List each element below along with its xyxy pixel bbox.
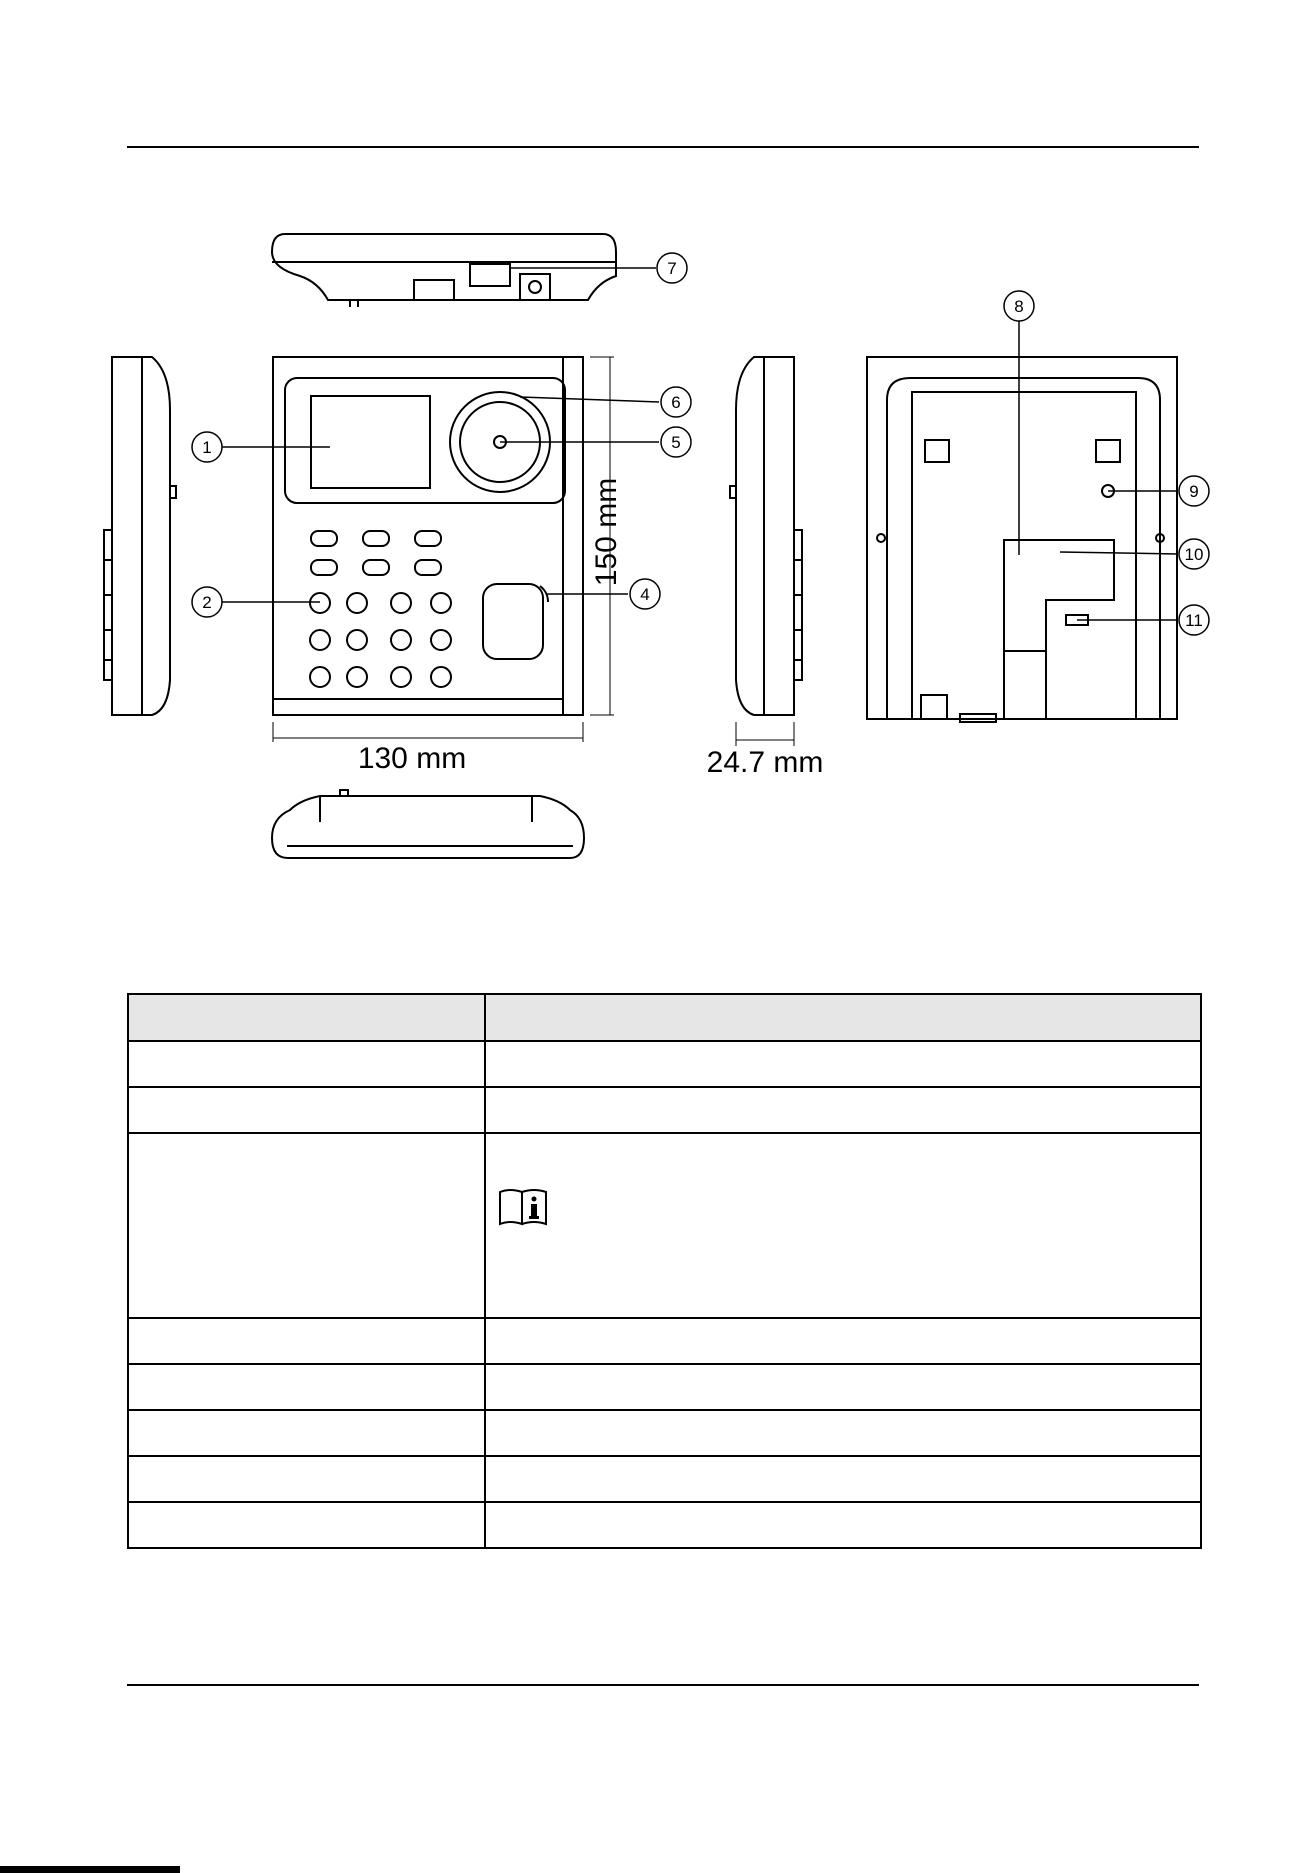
table-cell <box>485 1318 1201 1364</box>
table-row <box>128 1364 1201 1410</box>
callout-6: 6 <box>671 393 681 412</box>
device-diagram <box>0 0 1313 900</box>
callout-11: 11 <box>1185 611 1203 630</box>
table-row <box>128 1133 1201 1318</box>
callout-9: 9 <box>1189 482 1199 501</box>
table-cell <box>485 1087 1201 1133</box>
right-side-view <box>730 357 802 746</box>
table-cell <box>128 1456 485 1502</box>
table-cell <box>485 1364 1201 1410</box>
table-header-row <box>128 994 1201 1041</box>
table-cell <box>485 1410 1201 1456</box>
table-cell <box>128 1364 485 1410</box>
depth-dimension-label: 24.7 mm <box>706 746 824 779</box>
table-cell <box>485 1502 1201 1548</box>
callout-8: 8 <box>1014 297 1024 316</box>
left-side-view <box>104 357 176 715</box>
table-row <box>128 1502 1201 1548</box>
top-view <box>272 234 616 307</box>
table-cell <box>485 1041 1201 1087</box>
front-view <box>273 357 614 742</box>
bottom-edge-strip <box>0 1866 180 1873</box>
callout-5: 5 <box>671 433 681 452</box>
bottom-view <box>272 790 584 858</box>
table-cell <box>128 1133 485 1318</box>
note-info-icon <box>498 1188 548 1231</box>
callout-7: 7 <box>667 259 677 278</box>
callout-4: 4 <box>640 585 650 604</box>
table-row <box>128 1318 1201 1364</box>
table-row <box>128 1456 1201 1502</box>
spec-table <box>127 993 1202 1549</box>
table-cell <box>128 1410 485 1456</box>
table-cell <box>485 1133 1201 1318</box>
table-cell <box>128 1041 485 1087</box>
table-cell <box>128 1087 485 1133</box>
height-dimension-label: 150 mm <box>590 477 623 587</box>
table-cell <box>128 1318 485 1364</box>
table-header-cell <box>485 994 1201 1041</box>
table-row <box>128 1410 1201 1456</box>
table-header-cell <box>128 994 485 1041</box>
table-row <box>128 1041 1201 1087</box>
table-cell <box>485 1456 1201 1502</box>
callout-1: 1 <box>202 438 212 457</box>
width-dimension-label: 130 mm <box>357 742 467 775</box>
rear-view <box>867 357 1177 722</box>
footer-rule <box>127 1684 1199 1686</box>
table-row <box>128 1087 1201 1133</box>
table-cell <box>128 1502 485 1548</box>
callout-2: 2 <box>202 593 212 612</box>
callout-10: 10 <box>1184 545 1204 564</box>
